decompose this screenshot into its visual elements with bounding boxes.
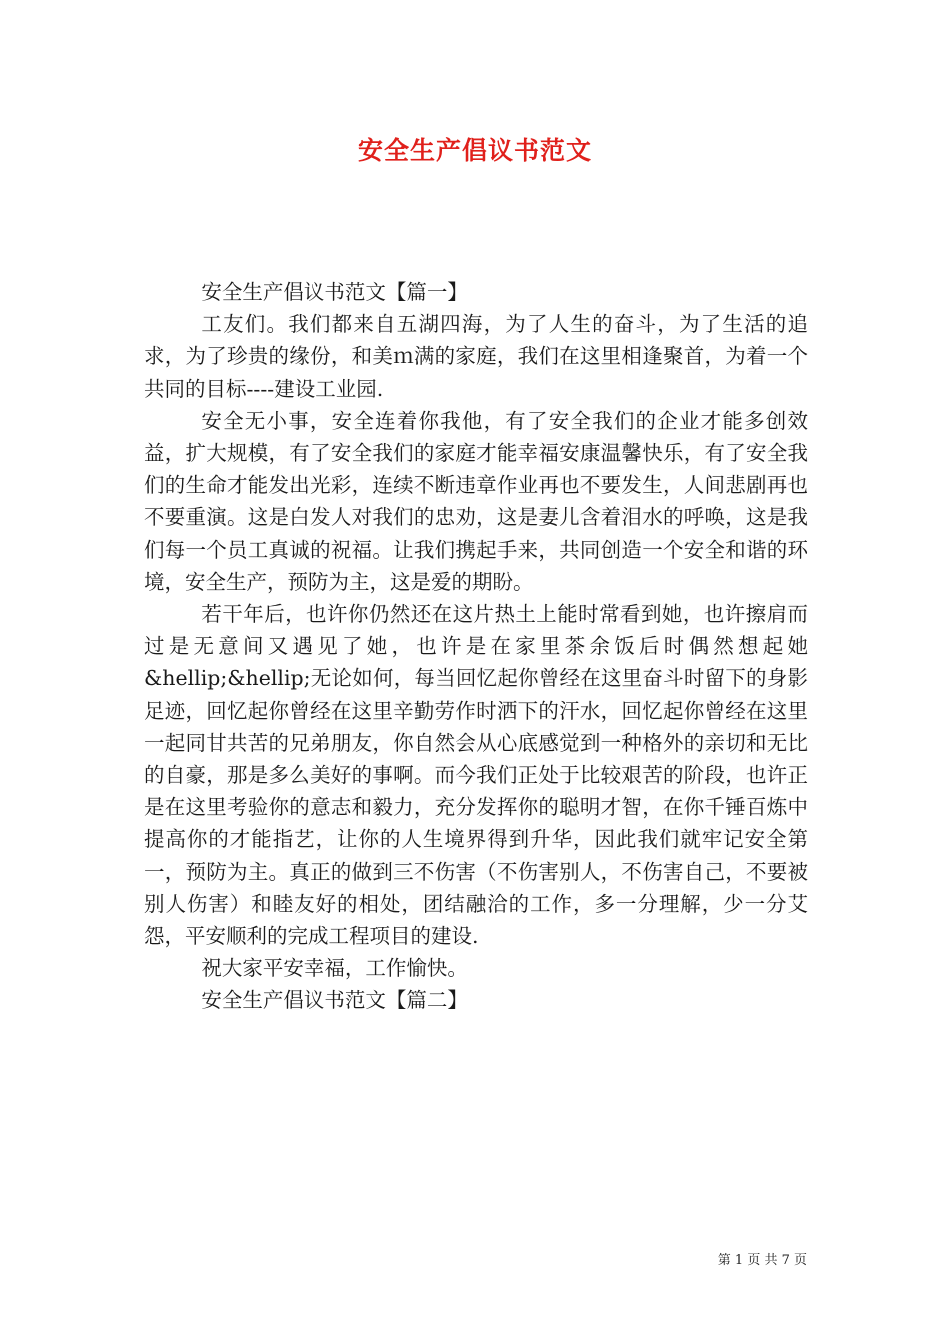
section-heading-part-2: 安全生产倡议书范文【篇二】: [201, 988, 468, 1013]
document-body: [144, 276, 808, 1017]
paragraph-wishes: 祝大家平安幸福，工作愉快。: [201, 956, 468, 981]
paragraph-memories: 若干年后，也许你仍然还在这片热土上能时常看到她，也许擦肩而过是无意间又遇见了她，也许是在家里茶余饭后时偶然想起她&hellip;&hellip;无论如何，每当回忆起你曾经在这里奋斗时留下的身影足迹，回忆起你曾经在这里辛勤劳作时洒下的汗水，回忆起你曾经在这里一起同甘共苦的兄弟朋友，你自然会从心底感觉到一种格外的亲切和无比的自豪，那是多么美好的事啊。而今我们正处于比较艰苦的阶段，也许正是在这里考验你的意志和毅力，充分发挥你的聪明才智，在你千锤百炼中提高你的才能指艺，让你的人生境界得到升华，因此我们就牢记安全第一，预防为主。真正的做到三不伤害（不伤害别人，不伤害自己，不要被别人伤害）和睦友好的相处，团结融洽的工作，多一分理解，少一分艾怨，平安顺利的完成工程项目的建设.: [144, 602, 808, 949]
paragraph-safety: 安全无小事，安全连着你我他，有了安全我们的企业才能多创效益，扩大规模，有了安全我们的家庭才能幸福安康温馨快乐，有了安全我们的生命才能发出光彩，连续不断违章作业再也不要发生，人间悲剧再也不要重演。这是白发人对我们的忠劝，这是妻儿含着泪水的呼唤，这是我们每一个员工真诚的祝福。让我们携起手来，共同创造一个安全和谐的环境，安全生产，预防为主，这是爱的期盼。: [144, 408, 808, 594]
page-number: 第 1 页 共 7 页: [717, 1253, 807, 1268]
section-heading-part-1: 安全生产倡议书范文【篇一】: [201, 280, 468, 304]
paragraph-greeting: 工友们。我们都来自五湖四海，为了人生的奋斗，为了生活的追求，为了珍贵的缘份，和美ｍ满的家庭，我们在这里相逢聚首，为着一个共同的目标----建设工业园.: [144, 312, 808, 401]
document-title: 安全生产倡议书范文: [357, 136, 592, 165]
